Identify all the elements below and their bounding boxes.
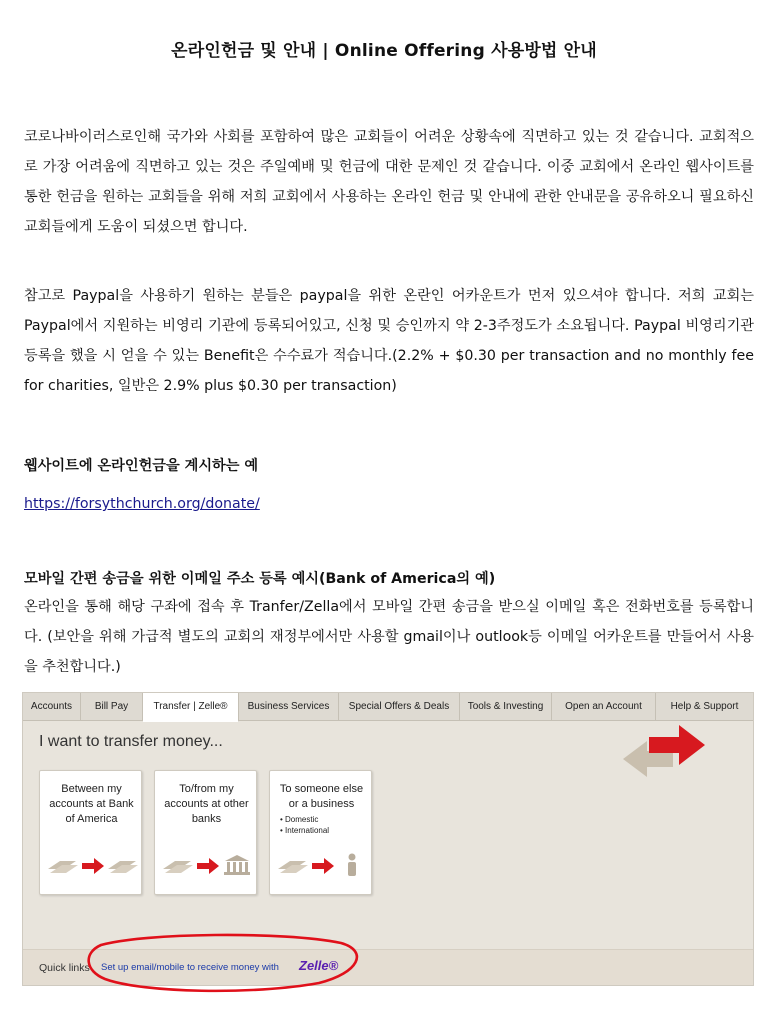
website-example-heading: 웹사이트에 온라인헌금을 계시하는 예 bbox=[24, 458, 259, 474]
paypal-paragraph: 참고로 Paypal을 사용하기 원하는 분들은 paypal을 위한 온란인 어카운트가 먼저 있으셔야 합니다. 저희 교회는 Paypal에서 지원하는 비영리 기관에 등록되어있고, 신청 및 승인까지 약 2-3주정도가 소요됩니다. Paypal 비영리기관 등록을 했을 시 얻을 수 있는 Benefit은 수수료가 적습니다.(2.2% + $0.30 per transaction and no monthly fee for charities, 일반은 2.9% plus $0.30 per transaction) bbox=[24, 288, 754, 394]
list-item: • Domestic bbox=[280, 815, 319, 824]
tab-special-offers[interactable]: Special Offers & Deals bbox=[339, 693, 460, 721]
card-sub-list bbox=[280, 814, 329, 836]
setup-zelle-link[interactable]: Set up email/mobile to receive money with bbox=[101, 962, 279, 973]
card-between-accounts[interactable] bbox=[39, 770, 142, 895]
email-registration-paragraph: 온라인을 통해 해당 구좌에 접속 후 Tranfer/Zella에서 모바일 간편 송금을 받으실 이메일 혹은 전화번호를 등록합니다. (보안을 위해 가급적 별도의 교회의 재정부에서만 사용할 gmail이나 outlook등 이메일 어카운트를 만들어서 사용을 추천합니다.) bbox=[24, 599, 754, 675]
highlight-circle-annotation bbox=[83, 931, 363, 993]
transfer-heading: I want to transfer money... bbox=[39, 733, 223, 750]
transfer-arrows-icon bbox=[623, 721, 713, 781]
bank-screenshot bbox=[22, 692, 754, 986]
document-title: 온라인헌금 및 안내 | Online Offering 사용방법 안내 bbox=[171, 41, 597, 61]
quick-links-label: Quick links bbox=[39, 962, 90, 974]
tab-tools-investing[interactable]: Tools & Investing bbox=[460, 693, 552, 721]
donate-link[interactable]: https://forsythchurch.org/donate/ bbox=[24, 496, 260, 512]
email-registration-heading: 모바일 간편 송금을 위한 이메일 주소 등록 예시(Bank of America의 예) bbox=[24, 571, 496, 587]
tab-accounts[interactable]: Accounts bbox=[23, 693, 81, 721]
tab-help-support[interactable]: Help & Support bbox=[670, 701, 739, 712]
tab-business-services[interactable]: Business Services bbox=[239, 693, 339, 721]
bank-navbar bbox=[23, 693, 753, 721]
intro-paragraph: 코로나바이러스로인해 국가와 사회를 포함하여 많은 교회들이 어려운 상황속에 직면하고 있는 것 같습니다. 교회적으로 가장 어려움에 직면하고 있는 것은 주일예배 및 헌금에 대한 문제인 것 같습니다. 이중 교회에서 온라인 웹사이트를 통한 헌금을 원하는 교회들을 위해 저희 교회에서 사용하는 온라인 헌금 및 안내에 관한 안내문을 공유하오니 필요하신 교회들에게 도움이 되셨으면 합니다. bbox=[24, 129, 754, 235]
card-other-banks[interactable] bbox=[154, 770, 257, 895]
card-title: To someone else or a business bbox=[279, 783, 364, 810]
tab-open-account[interactable]: Open an Account bbox=[552, 693, 656, 721]
tab-bill-pay[interactable]: Bill Pay bbox=[81, 693, 143, 721]
card-title: Between my accounts at Bank of America bbox=[49, 783, 134, 825]
list-item: • International bbox=[280, 826, 330, 835]
bank-building-icon bbox=[161, 853, 253, 877]
account-to-account-icon bbox=[46, 853, 138, 877]
card-someone-else[interactable] bbox=[269, 770, 372, 895]
person-icon bbox=[276, 853, 368, 877]
card-title: To/from my accounts at other banks bbox=[164, 783, 249, 825]
zelle-logo: Zelle® bbox=[299, 958, 339, 973]
tab-transfer-zelle[interactable]: Transfer | Zelle® bbox=[143, 693, 239, 722]
